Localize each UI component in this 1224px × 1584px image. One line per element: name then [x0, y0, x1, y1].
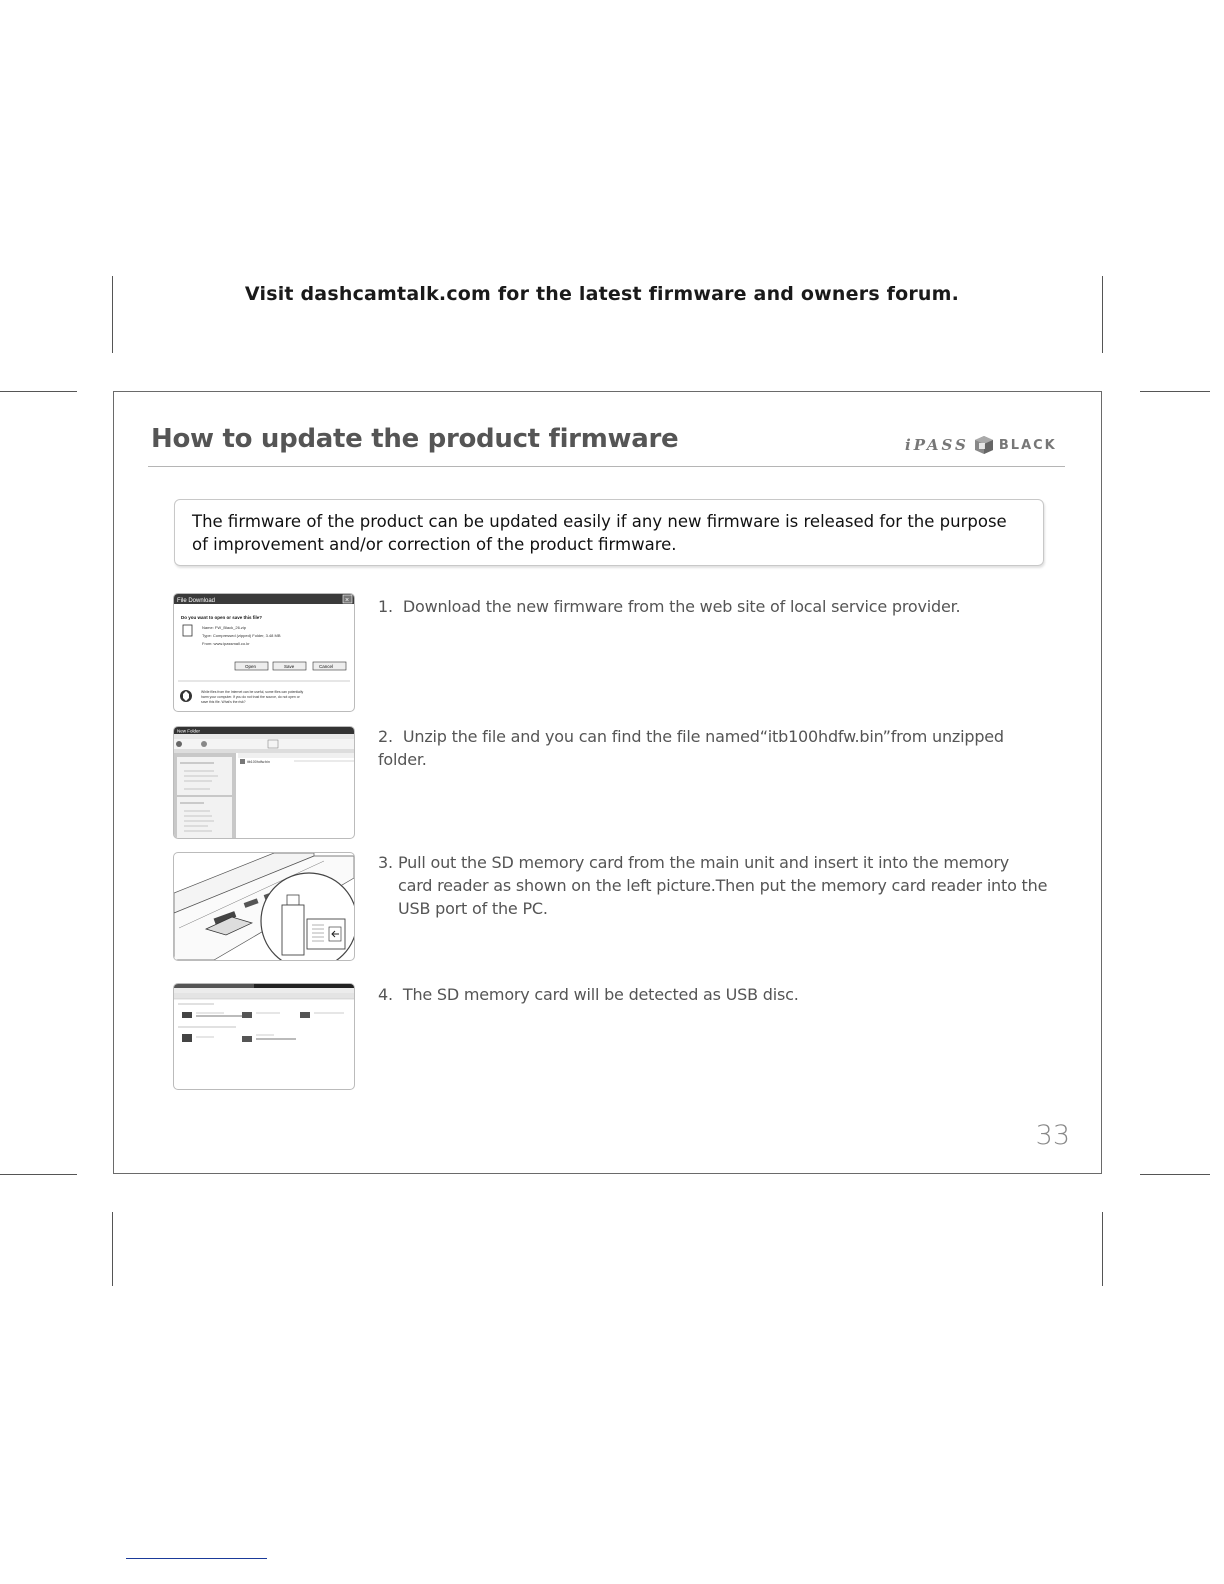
- top-note: Visit dashcamtalk.com for the latest firmware and owners forum.: [244, 283, 960, 305]
- intro-text: The firmware of the product can be updated easily if any new firmware is released for the purpose of improvement and/or correction of the product firmware.: [192, 512, 1007, 554]
- crop-mark: [0, 1174, 77, 1175]
- step-4: [378, 983, 1048, 1006]
- crop-mark: [0, 391, 77, 392]
- explorer-title: New Folder: [177, 728, 201, 734]
- dialog-warning-2: harm your computer. If you do not trust the source, do not open or: [201, 695, 300, 699]
- step-1: [378, 595, 1048, 618]
- computer-window: [174, 984, 354, 1089]
- intro-box: [174, 499, 1044, 566]
- dialog-open-button: Open: [245, 664, 257, 669]
- cube-icon: [973, 434, 995, 456]
- step-3-text: Pull out the SD memory card from the main unit and insert it into the memory card reader as shown on the left picture.Then put the memory card reader into the USB port of the PC.: [398, 853, 1048, 918]
- title-divider: [148, 466, 1065, 467]
- file-download-dialog: [174, 594, 354, 711]
- card-reader-illustration: [174, 853, 354, 960]
- step-2-screenshot: [173, 726, 355, 839]
- step-2-number: 2.: [378, 727, 393, 746]
- step-2: [378, 725, 1048, 771]
- step-4-text: The SD memory card will be detected as USB disc.: [402, 985, 799, 1004]
- step-3: [378, 851, 1048, 920]
- crop-mark: [1102, 1212, 1103, 1286]
- step-1-screenshot: [173, 593, 355, 712]
- footer-link-underline: [126, 1558, 267, 1559]
- dialog-save-button: Save: [284, 664, 295, 669]
- step-4-number: 4.: [378, 985, 393, 1004]
- step-4-screenshot: [173, 983, 355, 1090]
- dialog-from-row: From: www.ipassmall.co.kr: [202, 641, 250, 646]
- explorer-window: [174, 727, 354, 838]
- dialog-type-row: Type: Compressed (zipped) Folder, 3.48 MB: [202, 633, 281, 638]
- explorer-file-name: itb100hdfw.bin: [247, 760, 270, 764]
- step-3-number: 3.: [378, 853, 393, 872]
- brand-ipass: iPASS: [905, 436, 969, 454]
- step-3-illustration: [173, 852, 355, 961]
- brand-logo: [905, 432, 1057, 458]
- dialog-name-row: Name: FW_Black_26.zip: [202, 625, 247, 630]
- crop-mark: [1140, 1174, 1210, 1175]
- crop-mark: [112, 1212, 113, 1286]
- brand-black: BLACK: [998, 437, 1057, 453]
- page-number: 33: [1035, 1120, 1070, 1151]
- dialog-warning-1: While files from the Internet can be useful, some files can potentially: [201, 690, 304, 694]
- dialog-question: Do you want to open or save this file?: [181, 615, 263, 620]
- step-2-text: Unzip the file and you can find the file named“itb100hdfw.bin”from unzipped folder.: [378, 727, 1004, 769]
- dialog-title: File Download: [177, 598, 216, 604]
- crop-mark: [1140, 391, 1210, 392]
- svg-text:×: ×: [345, 597, 350, 604]
- dialog-warning-3: save this file. What's the risk?: [201, 700, 246, 704]
- dialog-cancel-button: Cancel: [319, 664, 334, 669]
- step-1-number: 1.: [378, 597, 393, 616]
- page-title: How to update the product firmware: [151, 424, 679, 454]
- step-1-text: Download the new firmware from the web site of local service provider.: [402, 597, 961, 616]
